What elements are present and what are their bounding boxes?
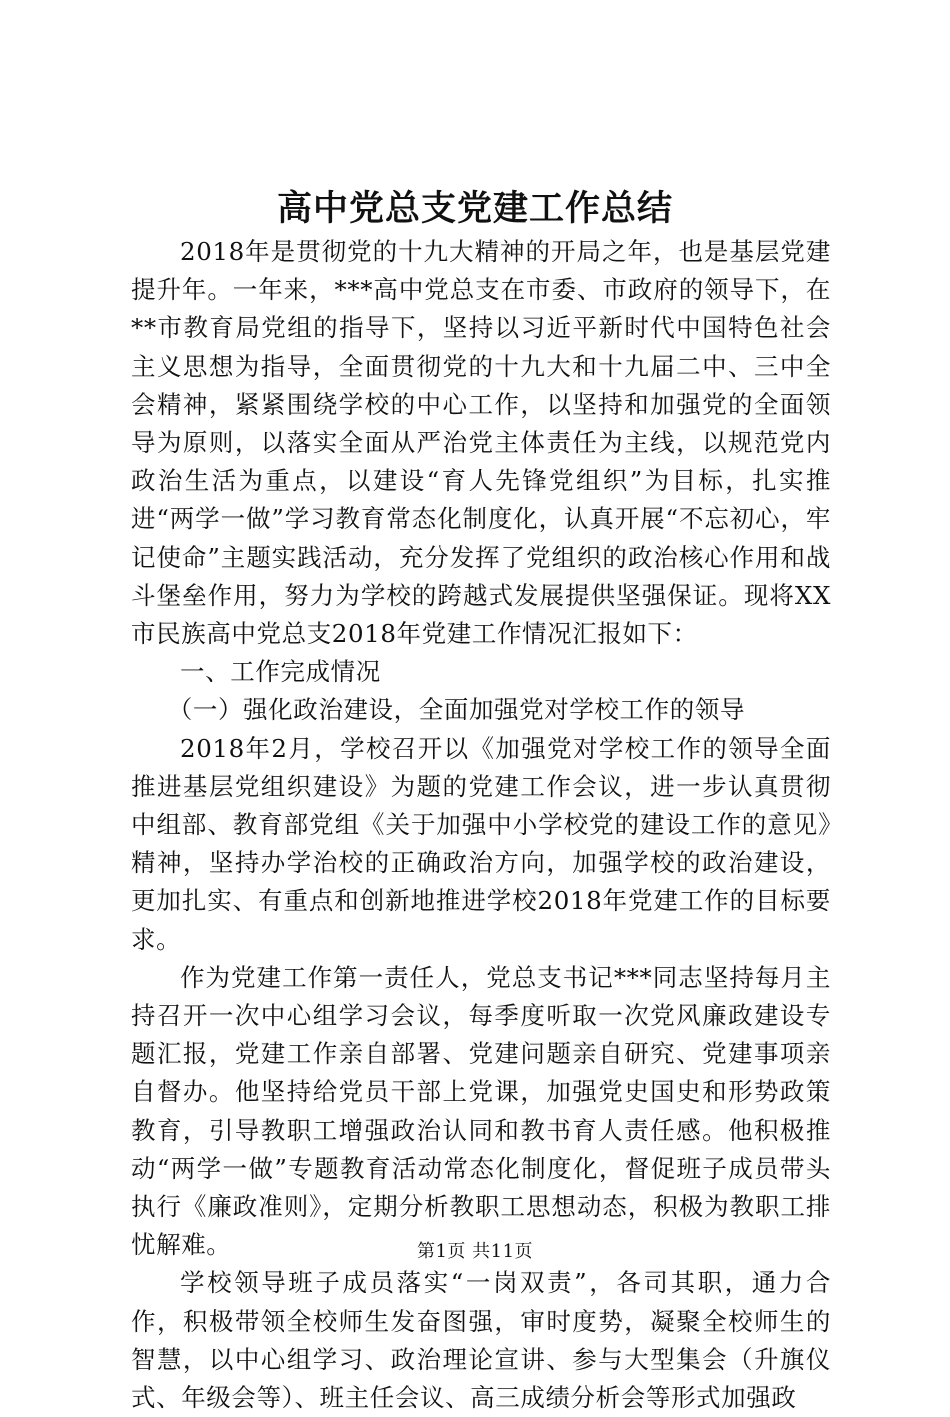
body-paragraph-leadership: 学校领导班子成员落实“一岗双责”，各司其职，通力合作，积极带领全校师生发奋图强，审时度势，凝聚全校师生的智慧，以中心组学习、政治理论宣讲、参与大型集会（升旗仪式、年级会等）、班主任会议、高三成绩分析会等形式加强政 [131,1268,831,1413]
section-heading: 一、工作完成情况 [180,657,381,687]
page-number-footer: 第1页 共11页 [416,1241,534,1262]
document-title: 高中党总支党建工作总结 [276,188,673,229]
subsection-heading: （一）强化政治建设，全面加强党对学校工作的领导 [167,695,746,725]
body-paragraph-intro: 2018年是贯彻党的十九大精神的开局之年，也是基层党建提升年。一年来，***高中党总支在市委、市政府的领导下，在**市教育局党组的指导下，坚持以习近平新时代中国特色社会主义思想为指导，全面贯彻党的十九大和十九届二中、三中全会精神，紧紧围绕学校的中心工作，以坚持和加强党的全面领导为原则，以落实全面从严治党主体责任为主线，以规范党内政治生活为重点，以建设“育人先锋党组织”为目标，扎实推进“两学一做”学习教育常态化制度化，认真开展“不忘初心，牢记使命”主题实践活动，充分发挥了党组织的政治核心作用和战斗堡垒作用，努力为学校的跨越式发展提供坚强保证。现将XX市民族高中党总支2018年党建工作情况汇报如下： [131,237,831,649]
body-paragraph-meeting: 2018年2月，学校召开以《加强党对学校工作的领导全面推进基层党组织建设》为题的党建工作会议，进一步认真贯彻中组部、教育部党组《关于加强中小学校党的建设工作的意见》精神，坚持办学治校的正确政治方向，加强学校的政治建设，更加扎实、有重点和创新地推进学校2018年党建工作的目标要求。 [131,733,831,954]
body-paragraph-secretary: 作为党建工作第一责任人，党总支书记***同志坚持每月主持召开一次中心组学习会议，每季度听取一次党风廉政建设专题汇报，党建工作亲自部署、党建问题亲自研究、党建事项亲自督办。他坚持给党员干部上党课，加强党史国史和形势政策教育，引导教职工增强政治认同和教书育人责任感。他积极推动“两学一做”专题教育活动常态化制度化，督促班子成员带头执行《廉政准则》，定期分析教职工思想动态，积极为教职工排忧解难。 [131,962,831,1260]
